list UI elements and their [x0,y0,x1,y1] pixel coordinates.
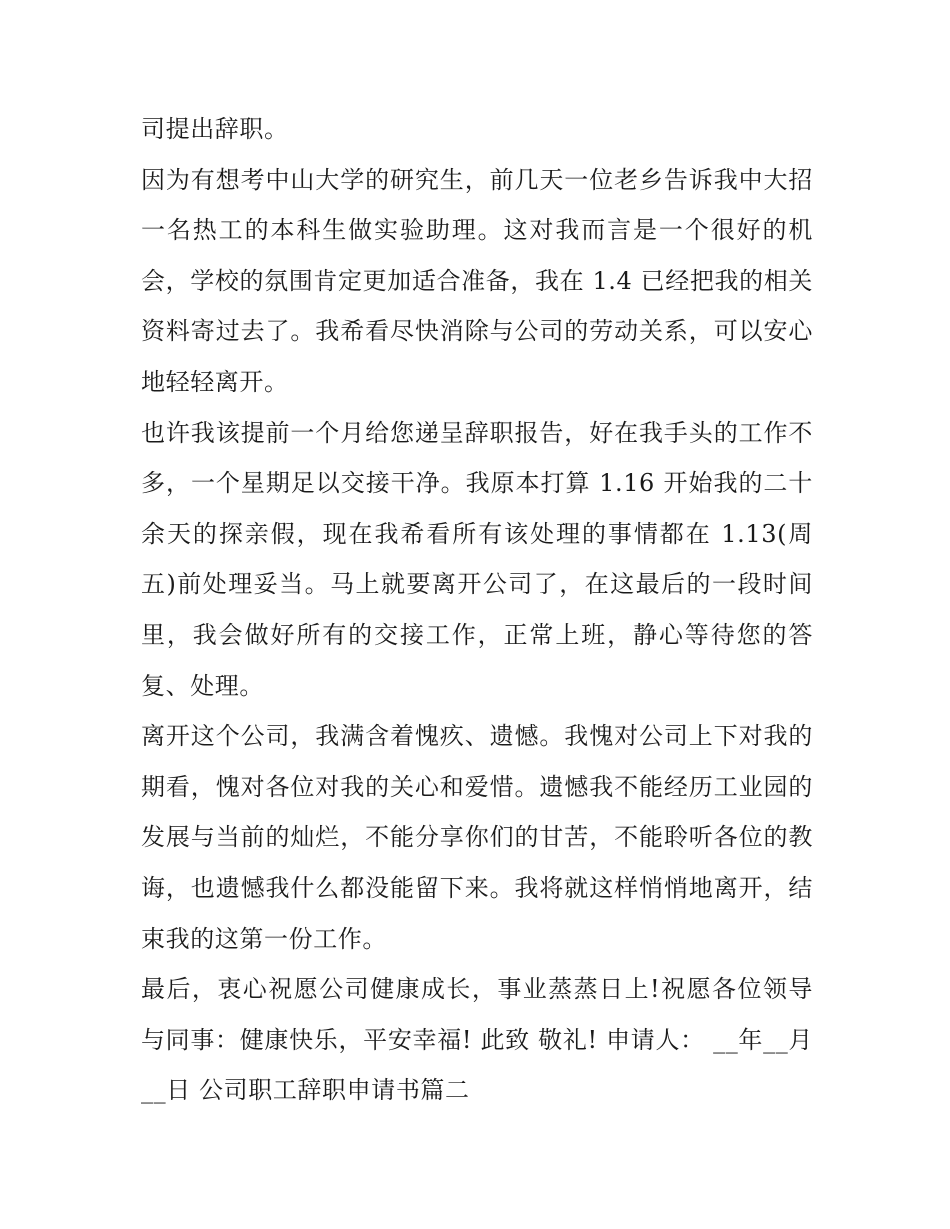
paragraph-2: 因为有想考中山大学的研究生，前几天一位老乡告诉我中大招一名热工的本科生做实验助理。这对我而言是一个很好的机会，学校的氛围肯定更加适合准备，我在 1.4 已经把我的相关资料寄过去了。我希看尽快消除与公司的劳动关系，可以安心地轻轻离开。 [141,165,813,396]
document-body [141,104,813,1116]
paragraph-4: 离开这个公司，我满含着愧疚、遗憾。我愧对公司上下对我的期看，愧对各位对我的关心和爱惜。遗憾我不能经历工业园的发展与当前的灿烂，不能分享你们的甘苦，不能聆听各位的教诲，也遗憾我什么都没能留下来。我将就这样悄悄地离开，结束我的这第一份工作。 [141,722,813,953]
paragraph-1: 司提出辞职。 [141,115,289,143]
paragraph-5: 最后，衷心祝愿公司健康成长，事业蒸蒸日上!祝愿各位领导与同事：健康快乐，平安幸福! 此致 敬礼! 申请人： __年__月__日 公司职工辞职申请书篇二 [141,975,813,1105]
paragraph-3: 也许我该提前一个月给您递呈辞职报告，好在我手头的工作不多，一个星期足以交接干净。我原本打算 1.16 开始我的二十余天的探亲假，现在我希看所有该处理的事情都在 1.13(周五)前处理妥当。马上就要离开公司了，在这最后的一段时间里，我会做好所有的交接工作，正常上班，静心等待您的答复、处理。 [141,418,813,700]
